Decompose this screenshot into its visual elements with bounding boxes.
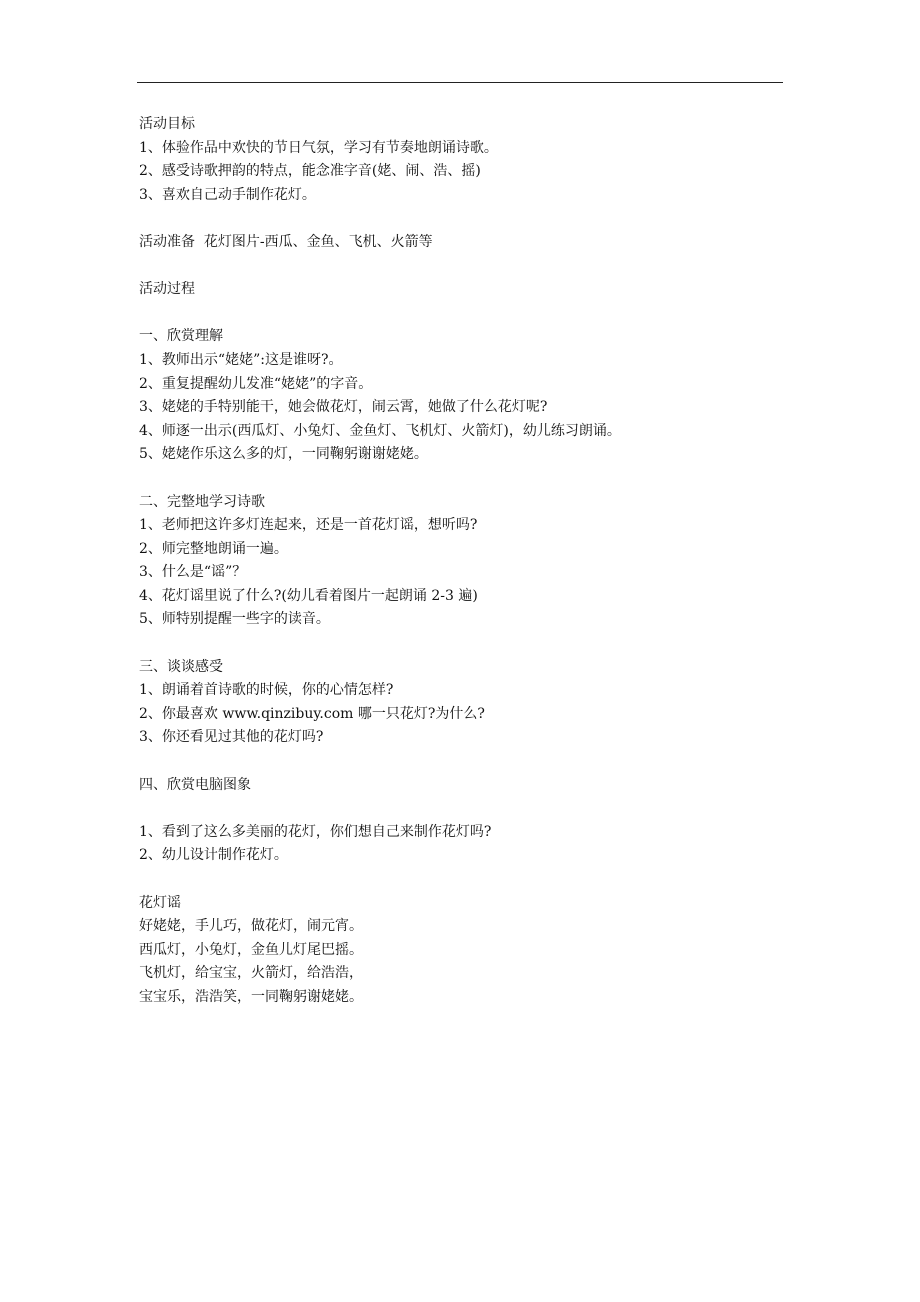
preparation-text: 活动准备 花灯图片-西瓜、金鱼、飞机、火箭等 [139, 233, 433, 250]
poem-line: 飞机灯，给宝宝，火箭灯，给浩浩， [139, 965, 363, 982]
section2-item: 5、师特别提醒一些字的读音。 [139, 611, 330, 628]
goal-item: 3、喜欢自己动手制作花灯。 [139, 186, 316, 203]
document-body [139, 113, 779, 1010]
section4-item: 2、幼儿设计制作花灯。 [139, 847, 288, 864]
section1-item: 1、教师出示“姥姥”:这是谁呀?。 [139, 351, 343, 368]
poem-title: 花灯谣 [139, 894, 181, 911]
goals-heading: 活动目标 [139, 116, 195, 132]
header-rule [137, 82, 783, 83]
section1-item: 5、姥姥作乐这么多的灯，一同鞠躬谢谢姥姥。 [139, 446, 428, 463]
section2-item: 3、什么是“谣”？ [139, 564, 247, 581]
poem-line: 好姥姥，手儿巧，做花灯，闹元宵。 [139, 918, 363, 935]
section1-item: 2、重复提醒幼儿发准“姥姥”的字音。 [139, 375, 373, 392]
section2-heading: 二、完整地学习诗歌 [139, 493, 265, 510]
section3-heading: 三、谈谈感受 [139, 658, 223, 675]
poem-line: 宝宝乐，浩浩笑，一同鞠躬谢姥姥。 [139, 988, 363, 1005]
process-heading: 活动过程 [139, 281, 195, 298]
section1-item: 3、姥姥的手特别能干，她会做花灯，闹云霄，她做了什么花灯呢? [139, 399, 548, 416]
section2-item: 2、师完整地朗诵一遍。 [139, 540, 288, 557]
section1-heading: 一、欣赏理解 [139, 328, 223, 345]
poem-line: 西瓜灯，小兔灯，金鱼儿灯尾巴摇。 [139, 941, 363, 958]
goal-item: 2、感受诗歌押韵的特点，能念准字音(姥、闹、浩、摇) [139, 163, 481, 180]
section3-item: 2、你最喜欢 www.qinzibuy.com 哪一只花灯?为什么? [139, 705, 485, 722]
section1-item: 4、师逐一出示(西瓜灯、小兔灯、金鱼灯、飞机灯、火箭灯)，幼儿练习朗诵。 [139, 422, 621, 439]
goal-item: 1、体验作品中欢快的节日气氛，学习有节奏地朗诵诗歌。 [139, 139, 498, 156]
section4-item: 1、看到了这么多美丽的花灯，你们想自己来制作花灯吗? [139, 823, 492, 840]
section2-item: 1、老师把这许多灯连起来，还是一首花灯谣，想听吗? [139, 517, 478, 534]
section3-item: 3、你还看见过其他的花灯吗? [139, 729, 324, 746]
section3-item: 1、朗诵着首诗歌的时候，你的心情怎样? [139, 682, 394, 699]
section2-item: 4、花灯谣里说了什么?(幼儿看着图片一起朗诵 2-3 遍) [139, 587, 478, 604]
section4-heading: 四、欣赏电脑图象 [139, 776, 251, 793]
